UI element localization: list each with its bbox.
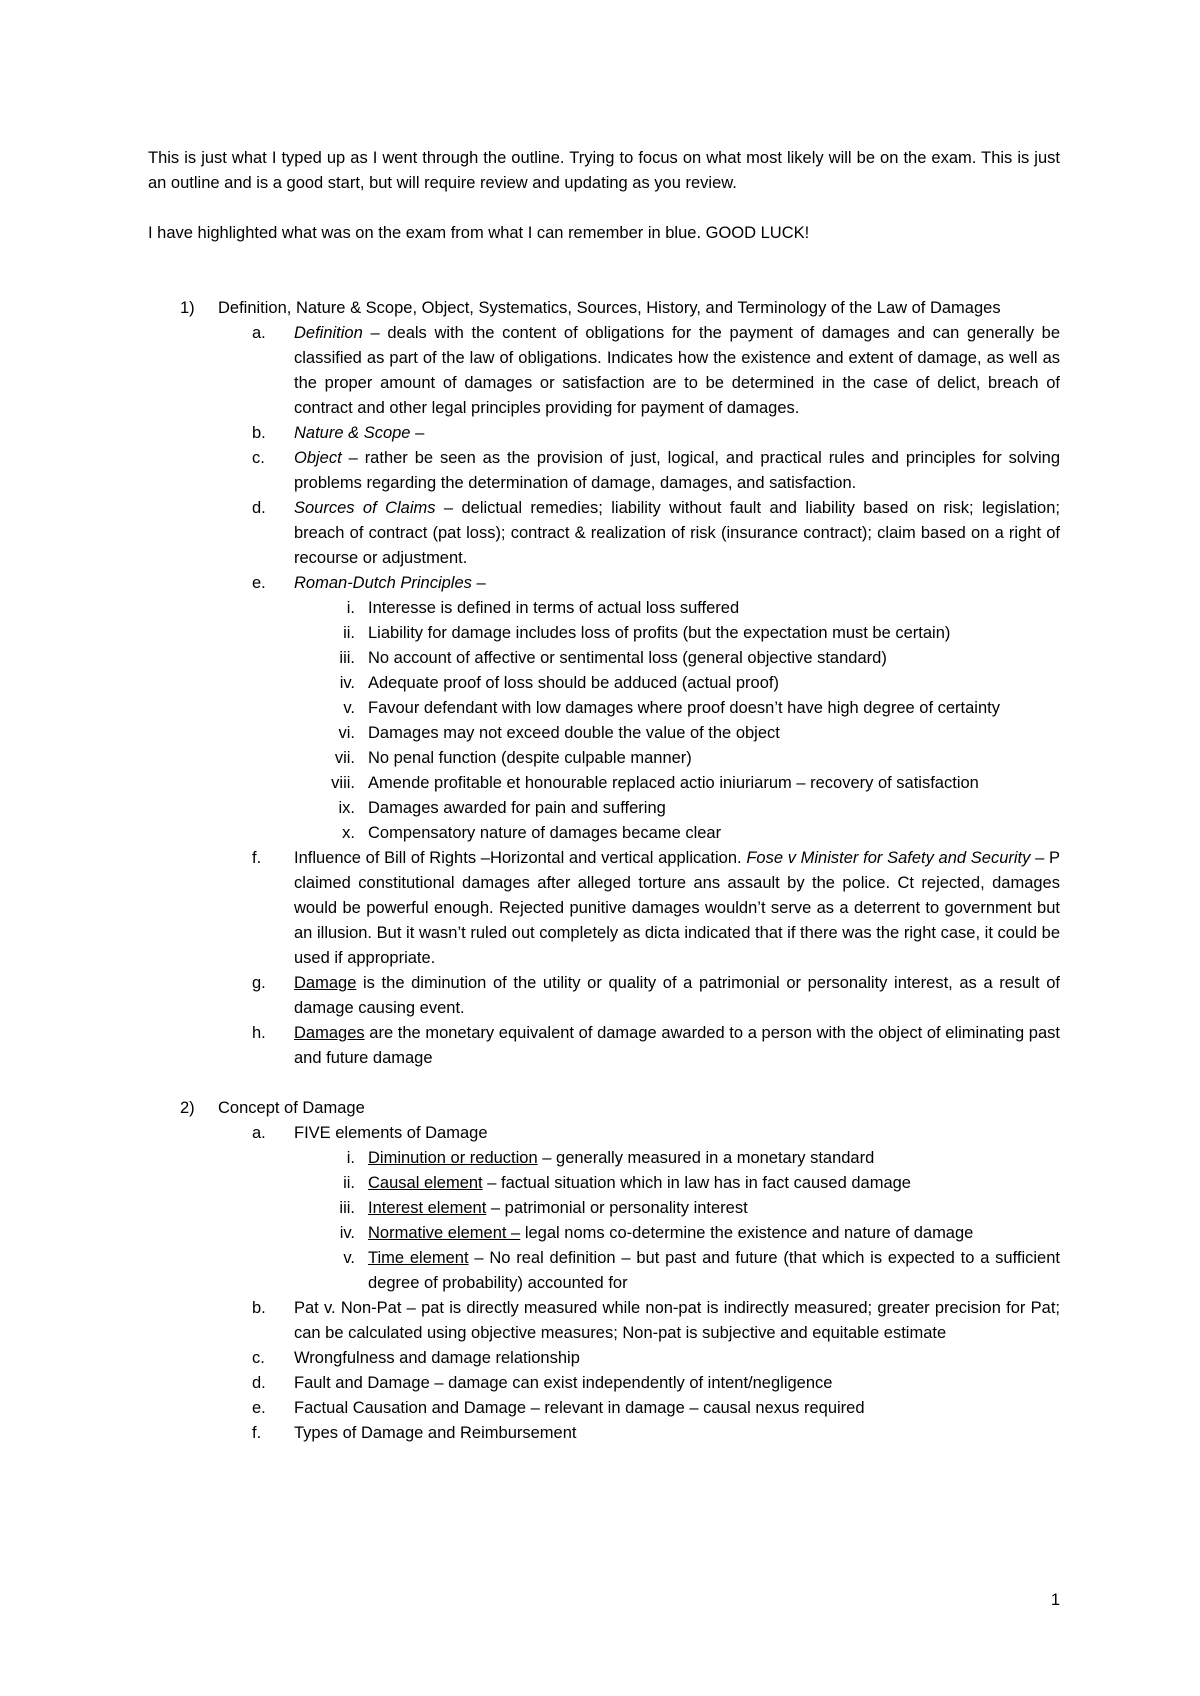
section-number: 1) — [180, 299, 195, 317]
list-item — [148, 496, 1060, 571]
roman-item — [148, 1171, 1060, 1196]
roman-label: x. — [342, 824, 355, 842]
roman-label: ii. — [343, 624, 355, 642]
list-item — [148, 971, 1060, 1021]
roman-term: Causal element — [368, 1174, 483, 1192]
item-term: Roman-Dutch Principles — [294, 574, 472, 592]
item-text: – delictual remedies; liability without fault and liability based on risk; legislation; breach of contract (pat loss); contract & realization of risk (insurance contract); claim based on a right of recourse or adjustment. — [294, 499, 1060, 567]
roman-term: Interest element — [368, 1199, 487, 1217]
section-2 — [148, 1096, 1060, 1446]
section-title: Concept of Damage — [218, 1099, 365, 1117]
roman-label: v. — [343, 1249, 355, 1267]
roman-text: Adequate proof of loss should be adduced (actual proof) — [368, 674, 779, 692]
list-item — [148, 1371, 1060, 1396]
roman-item — [148, 1146, 1060, 1171]
item-term: Sources of Claims — [294, 499, 436, 517]
item-term: Damages — [294, 1024, 365, 1042]
item-label: c. — [252, 1349, 265, 1367]
roman-item — [148, 696, 1060, 721]
roman-text: No penal function (despite culpable manner) — [368, 749, 692, 767]
item-label: c. — [252, 449, 265, 467]
roman-item — [148, 646, 1060, 671]
roman-text: – patrimonial or personality interest — [486, 1199, 748, 1217]
item-term: Definition — [294, 324, 363, 342]
item-term: Damage — [294, 974, 357, 992]
item-text: – rather be seen as the provision of just, logical, and practical rules and principles for solving problems regarding the determination of damage, damages, and satisfaction. — [294, 449, 1060, 492]
list-item — [148, 321, 1060, 421]
roman-item — [148, 1221, 1060, 1246]
item-term: Object — [294, 449, 342, 467]
roman-label: iii. — [339, 649, 355, 667]
list-item — [148, 846, 1060, 971]
item-text: Pat v. Non-Pat – pat is directly measured while non-pat is indirectly measured; greater precision for Pat; can be calculated using objective measures; Non-pat is subjective and equitable estimate — [294, 1299, 1060, 1342]
item-label: a. — [252, 324, 266, 342]
roman-term: Time element — [368, 1249, 469, 1267]
intro-paragraph-1: This is just what I typed up as I went through the outline. Trying to focus on what most likely will be on the exam. This is just an outline and is a good start, but will require review and updating as you review. — [148, 149, 1060, 192]
item-text: are the monetary equivalent of damage awarded to a person with the object of eliminating past and future damage — [294, 1024, 1060, 1067]
list-item — [148, 1346, 1060, 1371]
roman-item — [148, 796, 1060, 821]
item-text: Types of Damage and Reimbursement — [294, 1424, 577, 1442]
roman-label: iv. — [339, 674, 355, 692]
list-item — [148, 1421, 1060, 1446]
roman-label: vii. — [334, 749, 355, 767]
item-text: – deals with the content of obligations for the payment of damages and can generally be classified as part of the law of obligations. Indicates how the existence and extent of damage, as well as the proper amount of damages or satisfaction are to be determined in the case of delict, breach of contract and other legal principles providing for payment of damages. — [294, 324, 1060, 417]
list-item — [148, 1021, 1060, 1071]
roman-label: v. — [343, 699, 355, 717]
roman-item — [148, 1196, 1060, 1221]
roman-item — [148, 746, 1060, 771]
roman-text: Compensatory nature of damages became clear — [368, 824, 722, 842]
roman-label: viii. — [331, 774, 355, 792]
case-name: Fose v Minister for Safety and Security — [746, 849, 1031, 867]
list-item — [148, 1396, 1060, 1421]
roman-item — [148, 771, 1060, 796]
item-label: e. — [252, 1399, 266, 1417]
section-number: 2) — [180, 1099, 195, 1117]
item-text: Wrongfulness and damage relationship — [294, 1349, 580, 1367]
section-title: Definition, Nature & Scope, Object, Systematics, Sources, History, and Terminology of the Law of Damages — [218, 299, 1001, 317]
item-text: Factual Causation and Damage – relevant in damage – causal nexus required — [294, 1399, 865, 1417]
list-item — [148, 446, 1060, 496]
roman-item — [148, 671, 1060, 696]
item-text: is the diminution of the utility or quality of a patrimonial or personality interest, as a result of damage causing event. — [294, 974, 1060, 1017]
roman-item — [148, 621, 1060, 646]
roman-text: – generally measured in a monetary standard — [537, 1149, 875, 1167]
roman-label: vi. — [338, 724, 355, 742]
list-item — [148, 1121, 1060, 1296]
item-label: a. — [252, 1124, 266, 1142]
item-text: FIVE elements of Damage — [294, 1124, 488, 1142]
item-label: e. — [252, 574, 266, 592]
item-text: Fault and Damage – damage can exist independently of intent/negligence — [294, 1374, 833, 1392]
item-text: – — [410, 424, 425, 442]
roman-text: No account of affective or sentimental loss (general objective standard) — [368, 649, 887, 667]
item-text: – P claimed constitutional damages after alleged torture ans assault by the police. Ct rejected, damages would be powerful enough. Rejected punitive damages wouldn’t serve as a deterrent to government but an illusion. But it wasn’t ruled out completely as dicta indicated that if there was the right case, it could be used if appropriate. — [294, 849, 1060, 967]
item-label: g. — [252, 974, 266, 992]
roman-label: ii. — [343, 1174, 355, 1192]
roman-item — [148, 596, 1060, 621]
roman-item — [148, 821, 1060, 846]
roman-text: Liability for damage includes loss of profits (but the expectation must be certain) — [368, 624, 951, 642]
item-text: – — [471, 574, 486, 592]
list-item — [148, 1296, 1060, 1346]
section-1 — [148, 296, 1060, 1071]
roman-label: i. — [346, 1149, 355, 1167]
roman-text: – factual situation which in law has in fact caused damage — [482, 1174, 911, 1192]
roman-label: i. — [346, 599, 355, 617]
document-body — [148, 146, 1060, 1446]
list-item — [148, 421, 1060, 446]
roman-term: Diminution or reduction — [368, 1149, 538, 1167]
item-text: Influence of Bill of Rights –Horizontal and vertical application. — [294, 849, 747, 867]
roman-term: Normative element – — [368, 1224, 521, 1242]
roman-text: – No real definition – but past and future (that which is expected to a sufficient degree of probability) accounted for — [368, 1249, 1060, 1292]
page-number: 1 — [1050, 1591, 1060, 1609]
roman-text: Damages awarded for pain and suffering — [368, 799, 666, 817]
item-label: d. — [252, 1374, 266, 1392]
item-term: Nature & Scope — [294, 424, 411, 442]
roman-text: Amende profitable et honourable replaced actio iniuriarum – recovery of satisfaction — [368, 774, 979, 792]
item-label: b. — [252, 1299, 266, 1317]
roman-label: iv. — [339, 1224, 355, 1242]
roman-item — [148, 721, 1060, 746]
roman-text: Interesse is defined in terms of actual loss suffered — [368, 599, 740, 617]
roman-text: Damages may not exceed double the value of the object — [368, 724, 780, 742]
item-label: h. — [252, 1024, 266, 1042]
item-label: f. — [252, 1424, 262, 1442]
roman-label: iii. — [339, 1199, 355, 1217]
item-label: f. — [252, 849, 262, 867]
list-item — [148, 571, 1060, 846]
roman-label: ix. — [338, 799, 355, 817]
roman-text: legal noms co-determine the existence and nature of damage — [520, 1224, 974, 1242]
intro-paragraph-2: I have highlighted what was on the exam from what I can remember in blue. GOOD LUCK! — [148, 224, 810, 242]
roman-item — [148, 1246, 1060, 1296]
roman-text: Favour defendant with low damages where proof doesn’t have high degree of certainty — [368, 699, 1000, 717]
item-label: b. — [252, 424, 266, 442]
item-label: d. — [252, 499, 266, 517]
